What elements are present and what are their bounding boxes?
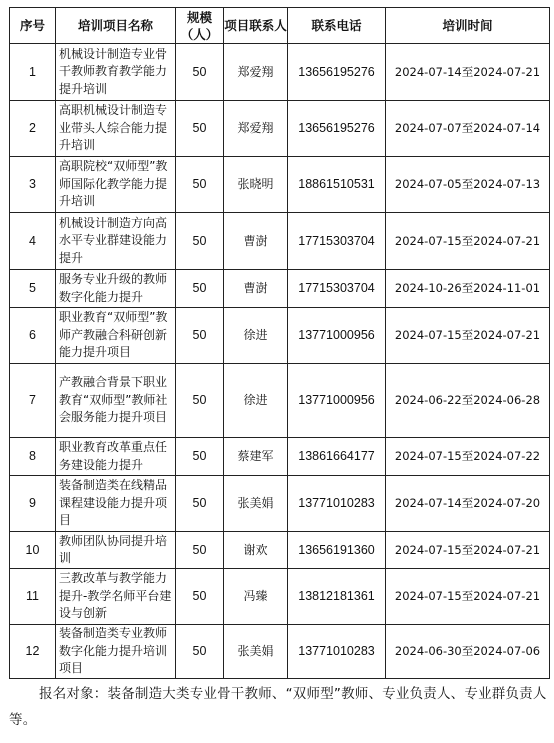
training-projects-table [9, 7, 550, 679]
row-phone: 13656195276 [288, 101, 386, 157]
row-scale: 50 [176, 44, 224, 101]
row-phone: 13812181361 [288, 569, 386, 625]
row-project-name: 产教融合背景下职业教育“双师型”教师社会服务能力提升项目 [56, 364, 176, 438]
header-index: 序号 [10, 8, 56, 44]
row-project-name: 装备制造类在线精品课程建设能力提升项目 [56, 476, 176, 532]
row-period: 2024-07-05至2024-07-13 [386, 157, 550, 213]
training-table-container [9, 7, 549, 679]
table-row [10, 270, 550, 308]
row-index: 3 [10, 157, 56, 213]
row-project-name: 机械设计制造专业骨干教师教育教学能力提升培训 [56, 44, 176, 101]
table-row [10, 308, 550, 364]
enrollment-target-note: 报名对象：装备制造大类专业骨干教师、“双师型”教师、专业负责人、专业群负责人等。 [9, 686, 547, 728]
row-period: 2024-07-15至2024-07-21 [386, 308, 550, 364]
row-project-name: 职业教育改革重点任务建设能力提升 [56, 438, 176, 476]
row-period: 2024-07-15至2024-07-22 [386, 438, 550, 476]
table-row [10, 364, 550, 438]
row-scale: 50 [176, 364, 224, 438]
row-phone: 17715303704 [288, 270, 386, 308]
row-contact: 郑爱翔 [224, 101, 288, 157]
row-index: 5 [10, 270, 56, 308]
table-row [10, 625, 550, 679]
row-contact: 张美娟 [224, 476, 288, 532]
header-phone: 联系电话 [288, 8, 386, 44]
table-row [10, 476, 550, 532]
row-phone: 13656191360 [288, 532, 386, 569]
table-row [10, 101, 550, 157]
table-row [10, 569, 550, 625]
row-period: 2024-07-07至2024-07-14 [386, 101, 550, 157]
row-scale: 50 [176, 476, 224, 532]
table-header-row [10, 8, 550, 44]
row-period: 2024-06-30至2024-07-06 [386, 625, 550, 679]
row-scale: 50 [176, 157, 224, 213]
row-contact: 徐进 [224, 308, 288, 364]
row-project-name: 机械设计制造方向高水平专业群建设能力提升 [56, 213, 176, 270]
row-contact: 谢欢 [224, 532, 288, 569]
row-phone: 13771000956 [288, 364, 386, 438]
row-phone: 13771010283 [288, 476, 386, 532]
header-project-name: 培训项目名称 [56, 8, 176, 44]
row-phone: 18861510531 [288, 157, 386, 213]
row-index: 6 [10, 308, 56, 364]
row-phone: 13861664177 [288, 438, 386, 476]
row-period: 2024-10-26至2024-11-01 [386, 270, 550, 308]
header-contact: 项目联系人 [224, 8, 288, 44]
row-index: 1 [10, 44, 56, 101]
row-project-name: 三教改革与教学能力提升-教学名师平台建设与创新 [56, 569, 176, 625]
row-project-name: 高职机械设计制造专业带头人综合能力提升培训 [56, 101, 176, 157]
row-scale: 50 [176, 532, 224, 569]
row-phone: 17715303704 [288, 213, 386, 270]
table-row [10, 157, 550, 213]
row-scale: 50 [176, 438, 224, 476]
row-project-name: 高职院校“双师型”教师国际化教学能力提升培训 [56, 157, 176, 213]
row-phone: 13771000956 [288, 308, 386, 364]
row-index: 12 [10, 625, 56, 679]
row-scale: 50 [176, 625, 224, 679]
header-scale: 规模（人） [176, 8, 224, 44]
row-scale: 50 [176, 569, 224, 625]
row-scale: 50 [176, 308, 224, 364]
row-phone: 13771010283 [288, 625, 386, 679]
row-contact: 郑爱翔 [224, 44, 288, 101]
row-contact: 冯臻 [224, 569, 288, 625]
row-index: 9 [10, 476, 56, 532]
row-contact: 蔡建军 [224, 438, 288, 476]
row-index: 11 [10, 569, 56, 625]
table-row [10, 532, 550, 569]
row-period: 2024-06-22至2024-06-28 [386, 364, 550, 438]
row-period: 2024-07-15至2024-07-21 [386, 532, 550, 569]
row-index: 10 [10, 532, 56, 569]
row-contact: 张美娟 [224, 625, 288, 679]
row-index: 4 [10, 213, 56, 270]
row-project-name: 服务专业升级的教师数字化能力提升 [56, 270, 176, 308]
row-project-name: 教师团队协同提升培训 [56, 532, 176, 569]
row-project-name: 装备制造类专业教师数字化能力提升培训项目 [56, 625, 176, 679]
row-period: 2024-07-14至2024-07-21 [386, 44, 550, 101]
row-index: 7 [10, 364, 56, 438]
table-row [10, 213, 550, 270]
row-scale: 50 [176, 270, 224, 308]
row-period: 2024-07-15至2024-07-21 [386, 569, 550, 625]
row-period: 2024-07-14至2024-07-20 [386, 476, 550, 532]
table-row [10, 438, 550, 476]
row-scale: 50 [176, 213, 224, 270]
row-index: 8 [10, 438, 56, 476]
header-period: 培训时间 [386, 8, 550, 44]
row-project-name: 职业教育“双师型”教师产教融合科研创新能力提升项目 [56, 308, 176, 364]
row-contact: 徐进 [224, 364, 288, 438]
row-scale: 50 [176, 101, 224, 157]
row-contact: 曹澍 [224, 270, 288, 308]
row-contact: 张晓明 [224, 157, 288, 213]
table-row [10, 44, 550, 101]
row-index: 2 [10, 101, 56, 157]
row-period: 2024-07-15至2024-07-21 [386, 213, 550, 270]
row-contact: 曹澍 [224, 213, 288, 270]
row-phone: 13656195276 [288, 44, 386, 101]
